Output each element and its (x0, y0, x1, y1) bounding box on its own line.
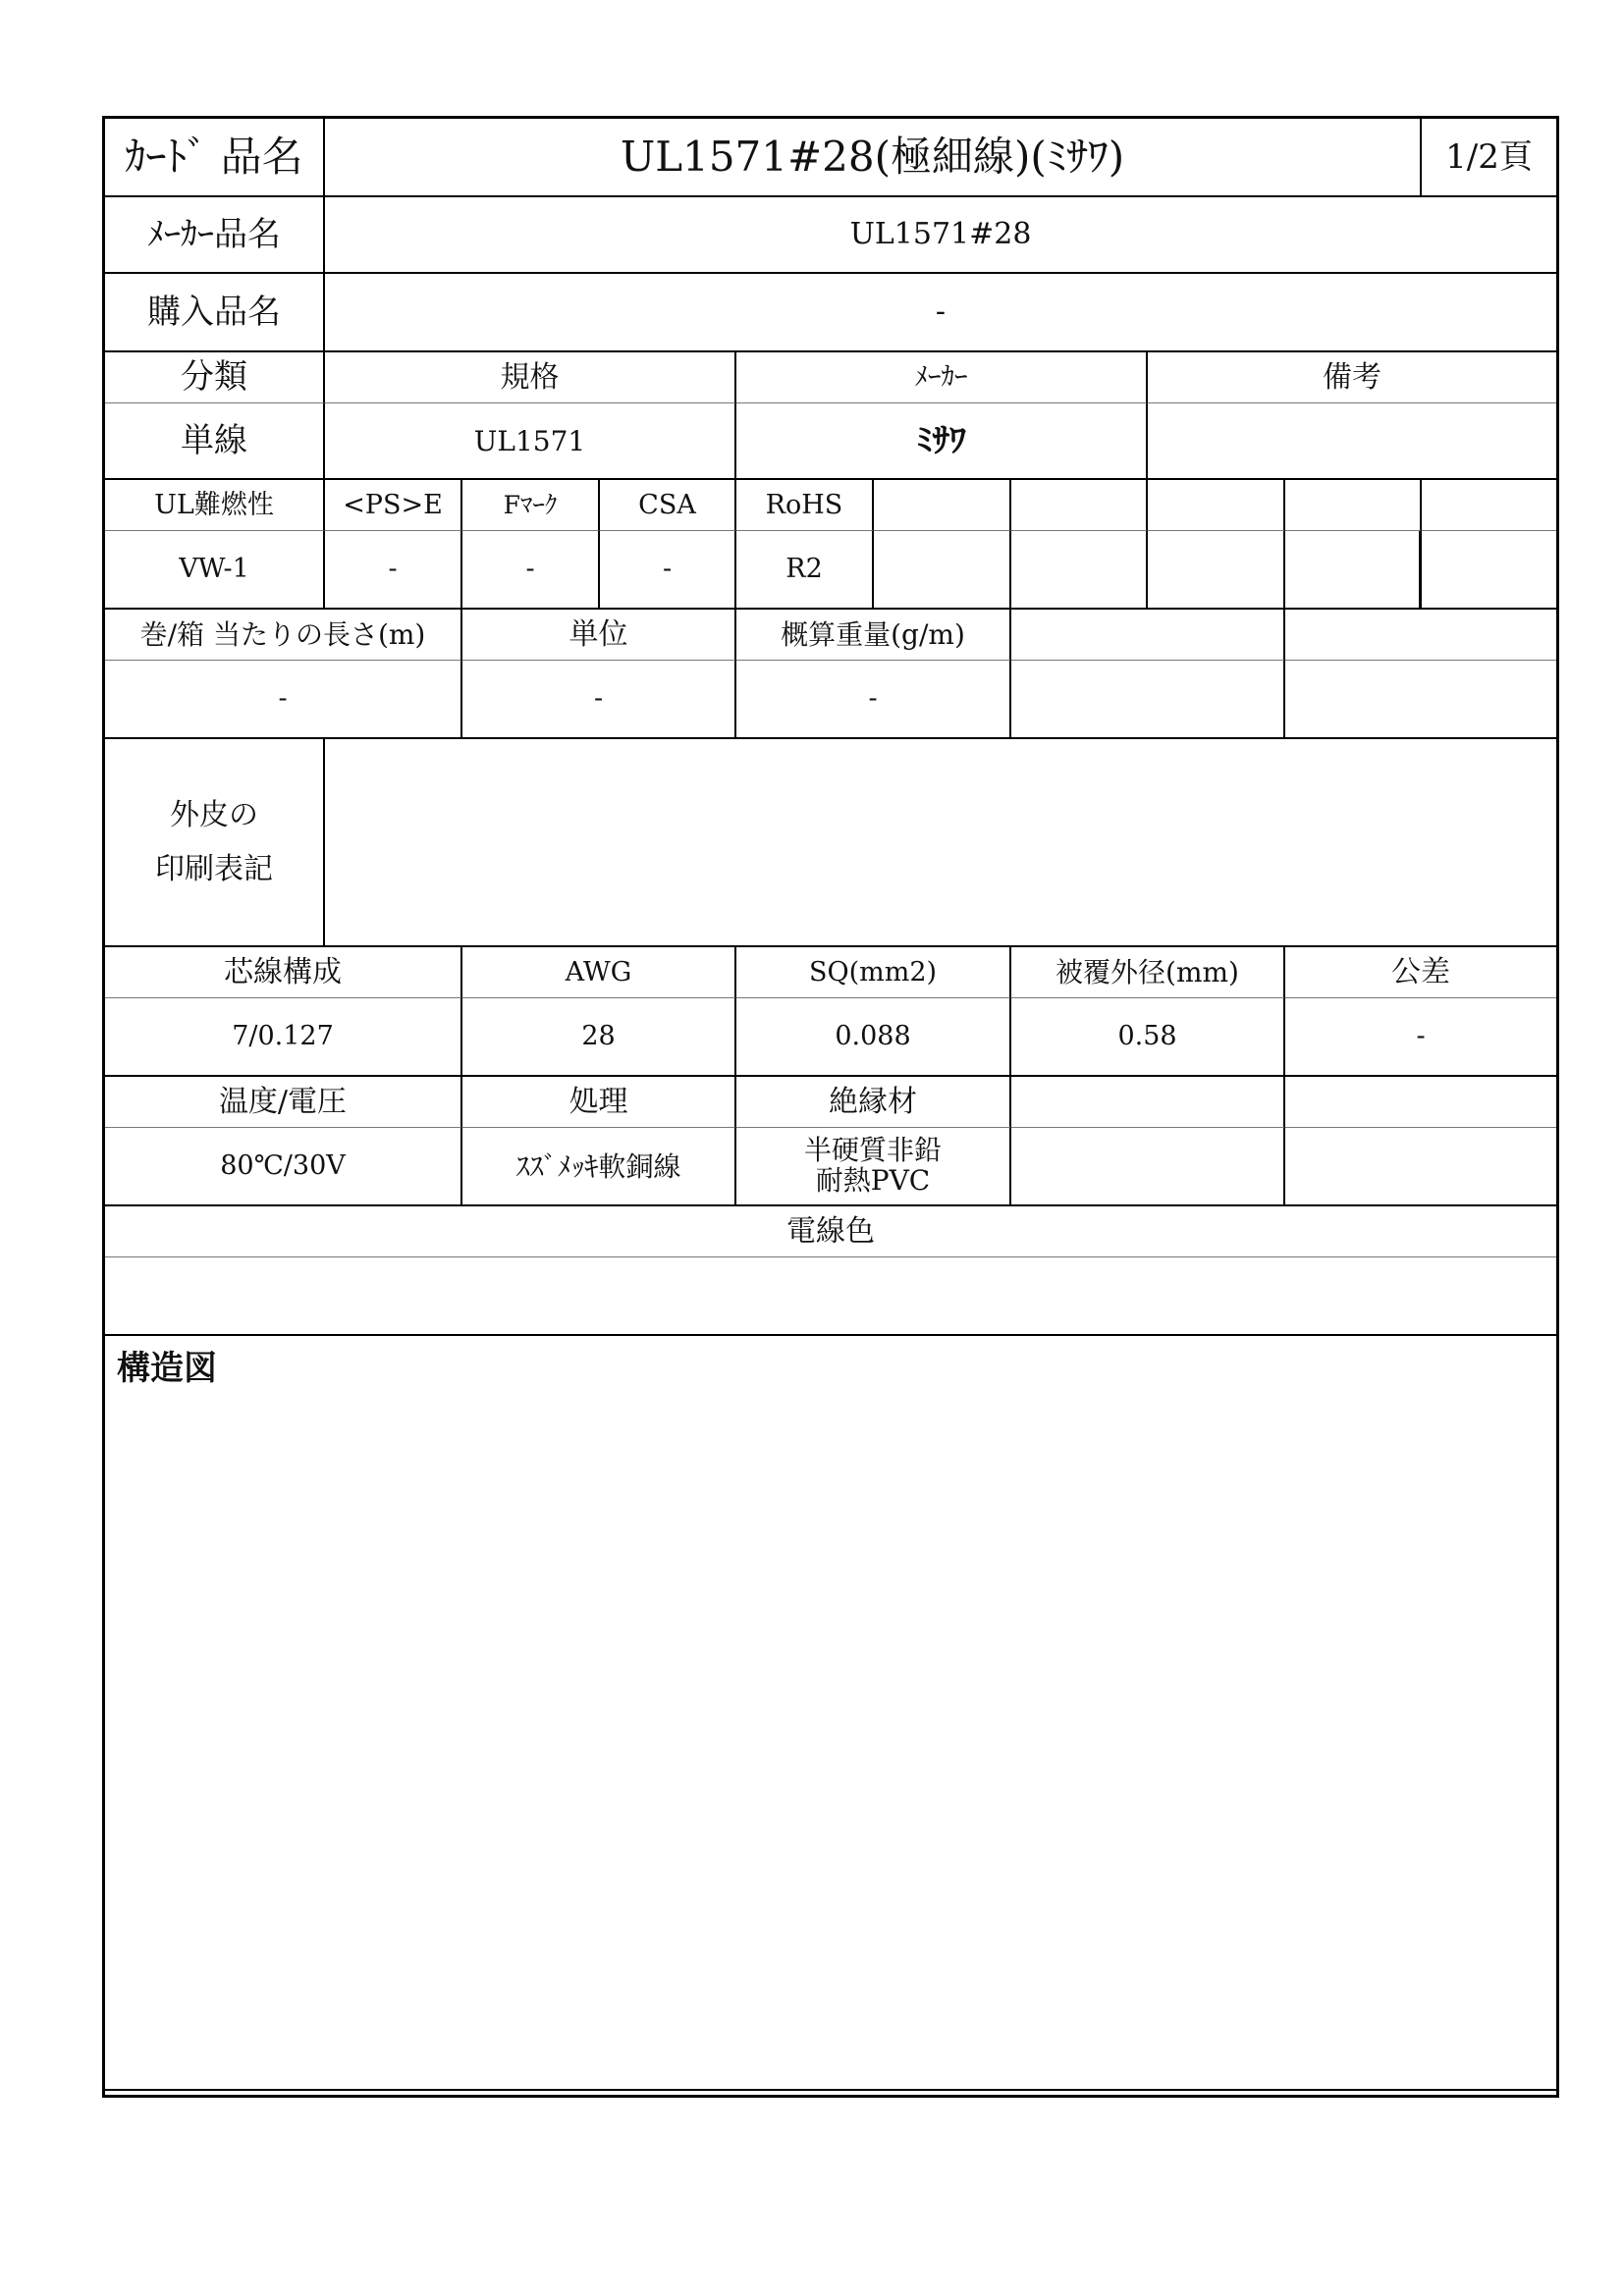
rating-value-blank-1 (1011, 1128, 1285, 1206)
print-marking-label (105, 739, 325, 947)
rating-header-treatment: 処理 (462, 1077, 736, 1128)
rating-header-blank-1 (1011, 1077, 1285, 1128)
rating-header-insulation: 絶縁材 (736, 1077, 1011, 1128)
cert-header-blank-4 (1285, 480, 1422, 531)
class-header-maker: ﾒｰｶｰ (736, 352, 1148, 403)
cert-value-blank-2 (1011, 531, 1148, 610)
conductor-value-strand: 7/0.127 (105, 998, 462, 1077)
class-value-category: 単線 (105, 403, 325, 480)
pack-value-unit: - (462, 661, 736, 739)
class-header-category: 分類 (105, 352, 325, 403)
purchase-name-label: 購入品名 (105, 274, 325, 352)
class-header-standard: 規格 (325, 352, 736, 403)
print-marking-label-line2: 印刷表記 (155, 852, 273, 886)
cert-header-pse: <PS>E (325, 480, 462, 531)
cert-header-csa: CSA (600, 480, 736, 531)
class-value-maker: ﾐｻﾜ (736, 403, 1148, 480)
conductor-header-sq: SQ(mm2) (736, 947, 1011, 998)
conductor-header-awg: AWG (462, 947, 736, 998)
rating-value-temp-voltage: 80℃/30V (105, 1128, 462, 1206)
conductor-value-awg: 28 (462, 998, 736, 1077)
cert-value-rohs: R2 (736, 531, 874, 610)
cert-value-blank-5 (1422, 531, 1556, 610)
pack-header-blank-1 (1011, 610, 1285, 661)
rating-header-temp-voltage: 温度/電圧 (105, 1077, 462, 1128)
conductor-value-outer-diameter: 0.58 (1011, 998, 1285, 1077)
cert-value-pse: - (325, 531, 462, 610)
rating-value-insulation (736, 1128, 1011, 1206)
insulation-line1: 半硬質非鉛 (803, 1134, 942, 1167)
conductor-header-strand: 芯線構成 (105, 947, 462, 998)
maker-name-value: UL1571#28 (325, 197, 1556, 274)
cert-header-rohs: RoHS (736, 480, 874, 531)
conductor-value-sq: 0.088 (736, 998, 1011, 1077)
conductor-value-tolerance: - (1285, 998, 1556, 1077)
class-header-remarks: 備考 (1148, 352, 1556, 403)
cert-value-f-mark: - (462, 531, 600, 610)
bottom-rule (105, 2089, 1556, 2091)
pack-value-blank-2 (1285, 661, 1556, 739)
cert-value-blank-3 (1148, 531, 1285, 610)
cert-header-blank-5 (1422, 480, 1556, 531)
pack-value-length: - (105, 661, 462, 739)
pack-header-unit: 単位 (462, 610, 736, 661)
class-value-standard: UL1571 (325, 403, 736, 480)
card-name-value: UL1571#28(極細線)(ﾐｻﾜ) (325, 119, 1422, 197)
pack-header-length: 巻/箱 当たりの長さ(m) (105, 610, 462, 661)
spec-card (102, 116, 1559, 2098)
cert-value-ul-flame: VW-1 (105, 531, 325, 610)
conductor-header-tolerance: 公差 (1285, 947, 1556, 998)
pack-value-weight: - (736, 661, 1011, 739)
insulation-line2: 耐熱PVC (815, 1164, 931, 1197)
pack-header-blank-2 (1285, 610, 1556, 661)
cert-header-ul-flame: UL難燃性 (105, 480, 325, 531)
class-value-remarks (1148, 403, 1556, 480)
cert-value-blank-4 (1285, 531, 1422, 610)
cert-header-blank-2 (1011, 480, 1148, 531)
print-marking-value (325, 739, 1556, 947)
purchase-name-value: - (325, 274, 1556, 352)
card-name-label: ｶｰﾄﾞ 品名 (105, 119, 325, 197)
pack-value-blank-1 (1011, 661, 1285, 739)
rating-value-treatment: ｽｽﾞﾒｯｷ軟銅線 (462, 1128, 736, 1206)
conductor-header-outer-diameter: 被覆外径(mm) (1011, 947, 1285, 998)
cert-header-blank-1 (874, 480, 1011, 531)
pack-header-weight: 概算重量(g/m) (736, 610, 1011, 661)
rating-header-blank-2 (1285, 1077, 1556, 1128)
structure-title: 構造図 (117, 1349, 217, 1388)
maker-name-label: ﾒｰｶｰ品名 (105, 197, 325, 274)
rating-value-blank-2 (1285, 1128, 1556, 1206)
print-marking-label-line1: 外皮の (170, 797, 258, 832)
cert-header-f-mark: Fﾏｰｸ (462, 480, 600, 531)
structure-drawing-area (105, 1336, 1556, 2095)
cert-value-csa: - (600, 531, 736, 610)
page-number: 1/2頁 (1422, 119, 1556, 197)
cert-header-blank-3 (1148, 480, 1285, 531)
wire-color-value (105, 1257, 1556, 1336)
cert-value-blank-1 (874, 531, 1011, 610)
wire-color-label: 電線色 (105, 1206, 1556, 1257)
